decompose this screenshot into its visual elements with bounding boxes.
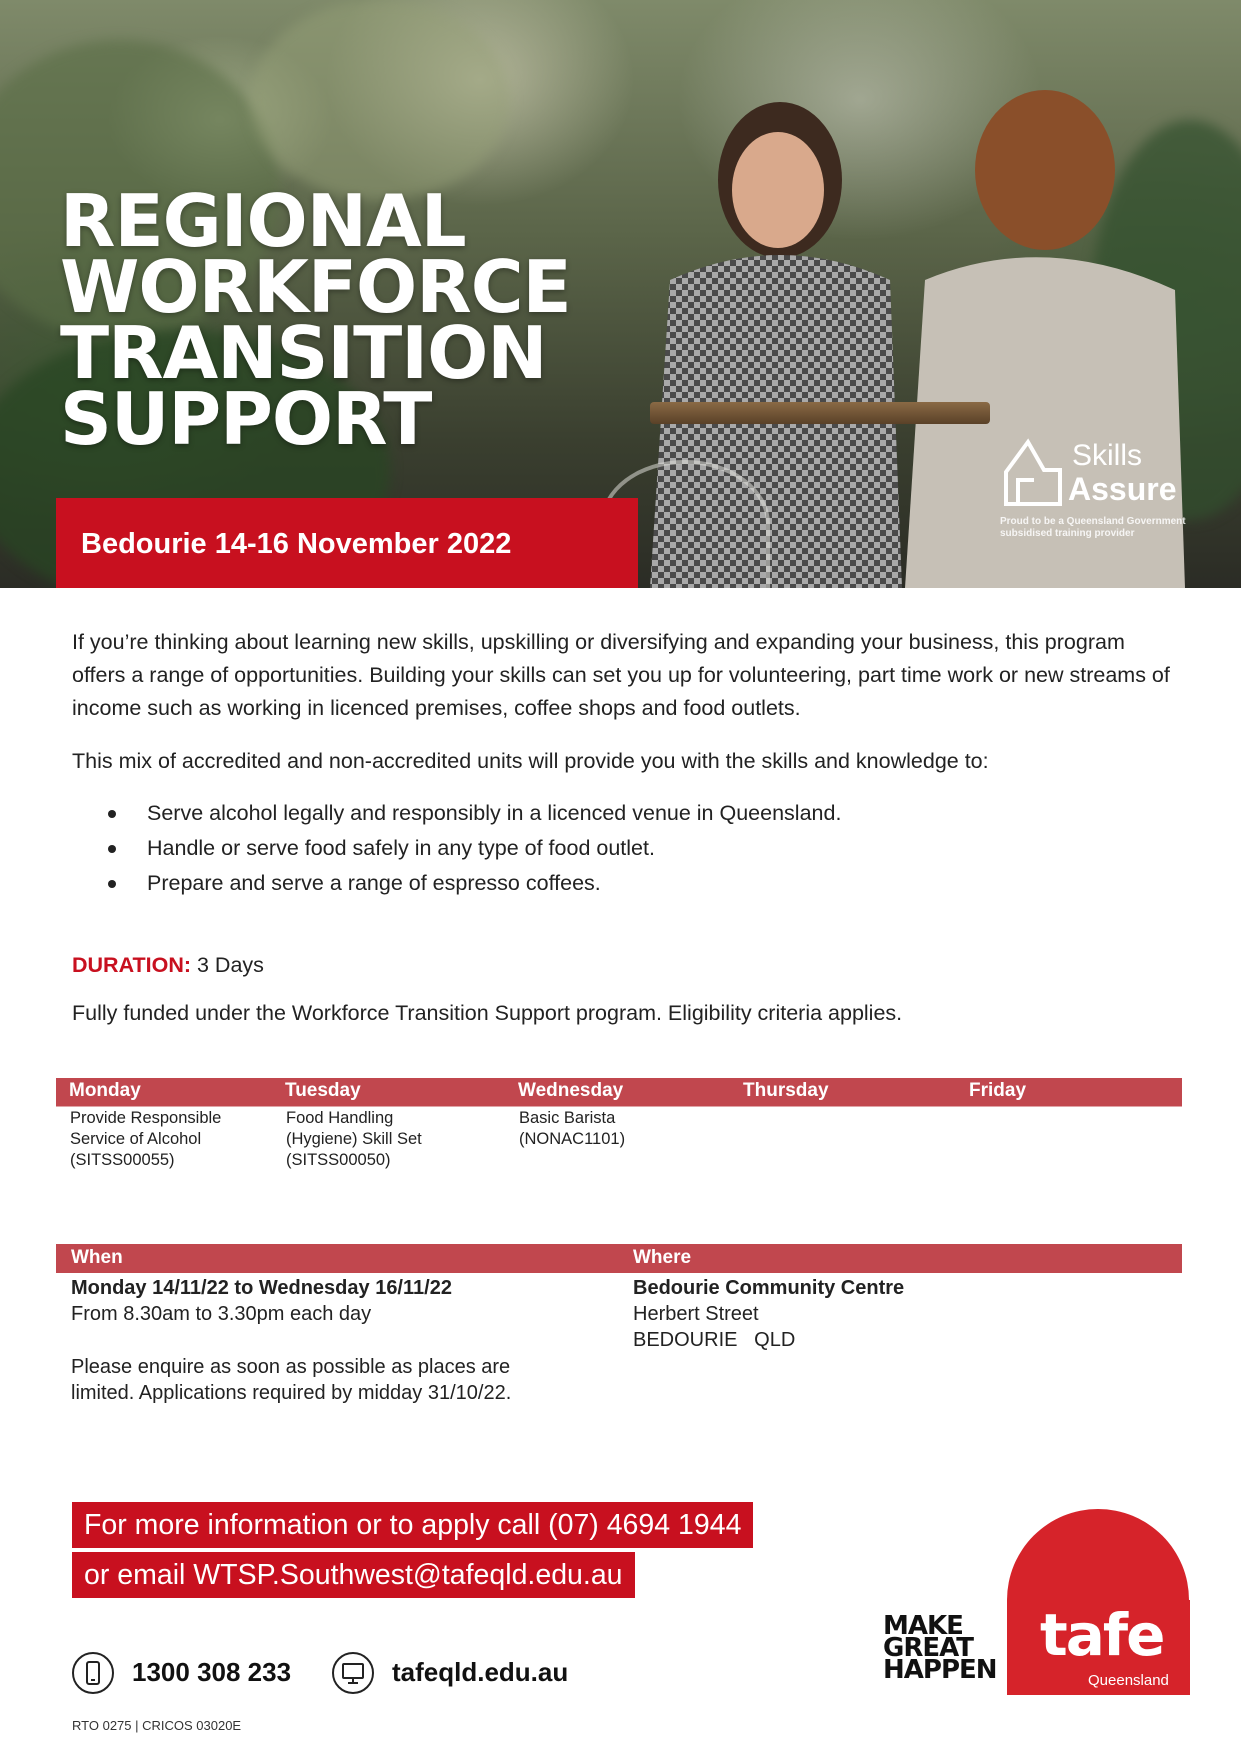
day-header: Thursday (743, 1080, 829, 1101)
title-line: WORKFORCE (60, 245, 571, 329)
date-banner-text: Bedourie 14-16 November 2022 (81, 528, 512, 560)
make-great-happen-slogan (883, 1611, 997, 1685)
tafe-word: tafe (1040, 1601, 1164, 1669)
day-header: Friday (969, 1080, 1027, 1101)
mobile-phone-icon (72, 1652, 114, 1694)
skills-bullet-list (108, 796, 1108, 901)
computer-monitor-icon (332, 1652, 374, 1694)
venue-name: Bedourie Community Centre (633, 1277, 905, 1299)
title-line: TRANSITION (60, 311, 547, 395)
when-label: When (71, 1247, 123, 1268)
slogan-line: GREAT (883, 1633, 973, 1663)
slogan-line: HAPPEN (883, 1655, 997, 1685)
tafe-queensland-logo (1000, 1505, 1190, 1695)
cell-line: (Hygiene) Skill Set (286, 1130, 422, 1148)
when-where-header (56, 1244, 1182, 1273)
list-item (108, 831, 1108, 866)
day-header: Wednesday (518, 1080, 624, 1101)
assure-word: Assure (1068, 471, 1177, 507)
venue-street: Herbert Street (633, 1303, 759, 1325)
when-column (71, 1275, 452, 1327)
list-item-text: Prepare and serve a range of espresso coffees. (147, 871, 601, 895)
schedule-divider (56, 1106, 1182, 1107)
schedule-cell-tuesday (286, 1108, 506, 1171)
call-banner-text[interactable]: For more information or to apply call (07) 4694 1944 (84, 1509, 742, 1541)
email-link[interactable]: or email WTSP.Southwest@tafeqld.edu.au (84, 1559, 623, 1591)
venue-town: BEDOURIE QLD (633, 1329, 796, 1351)
when-dates: Monday 14/11/22 to Wednesday 16/11/22 (71, 1277, 452, 1299)
phone-number[interactable]: 1300 308 233 (132, 1657, 292, 1687)
title-line: REGIONAL (60, 179, 466, 263)
where-label: Where (633, 1247, 692, 1268)
when-times: From 8.30am to 3.30pm each day (71, 1303, 372, 1325)
website-link[interactable]: tafeqld.edu.au (392, 1657, 569, 1687)
bullet-icon (108, 880, 116, 888)
schedule-header (56, 1078, 1182, 1106)
foliage-blur (250, 0, 510, 200)
cell-line: Food Handling (286, 1109, 394, 1127)
house-outline-icon (1000, 434, 1066, 510)
schedule-cell-wednesday (519, 1108, 739, 1150)
duration-line (72, 950, 264, 980)
list-item (108, 866, 1108, 901)
cafe-table (650, 402, 990, 424)
duration-label: DURATION: (72, 953, 192, 977)
cell-line: Service of Alcohol (70, 1130, 202, 1148)
note-line: limited. Applications required by midday 31/10/22. (71, 1382, 512, 1404)
list-item (108, 796, 1108, 831)
cell-line: (SITSS00055) (70, 1151, 175, 1169)
list-item-text: Serve alcohol legally and responsibly in a licenced venue in Queensland. (147, 801, 842, 825)
hero-title (60, 179, 680, 461)
slogan-line: MAKE (883, 1611, 963, 1641)
skills-assure-logo (1000, 434, 1200, 544)
cell-line: (SITSS00050) (286, 1151, 391, 1169)
hero-photo (0, 0, 1241, 588)
date-banner (56, 498, 638, 588)
funding-note: Fully funded under the Workforce Transition Support program. Eligibility criteria applies. (72, 1001, 903, 1025)
title-line: SUPPORT (60, 377, 432, 461)
cell-line: (NONAC1101) (519, 1130, 626, 1148)
list-item-text: Handle or serve food safely in any type of food outlet. (147, 836, 655, 860)
duration-value: 3 Days (191, 953, 264, 977)
bullet-icon (108, 810, 116, 818)
where-column (633, 1275, 904, 1353)
cell-line: Basic Barista (519, 1109, 616, 1127)
bullet-icon (108, 845, 116, 853)
skills-assure-tagline: Proud to be a Queensland Government subsidised training provider (1000, 516, 1186, 539)
lead-paragraph: This mix of accredited and non-accredited units will provide you with the skills and knowledge to: (72, 749, 989, 773)
skills-word: Skills (1072, 439, 1143, 472)
email-banner (72, 1552, 635, 1598)
call-banner (72, 1502, 753, 1548)
intro-paragraph: If you’re thinking about learning new skills, upskilling or diversifying and expanding your business, this program offers a range of opportunities. Building your skills can set you up for volunteering, part time work or new streams of income such as working in licenced premises, coffee shops and food outlets. (72, 630, 1170, 720)
day-header: Tuesday (285, 1080, 361, 1101)
enquiry-note (71, 1354, 611, 1406)
schedule-cell-monday (70, 1108, 290, 1171)
day-header: Monday (69, 1080, 141, 1101)
cell-line: Provide Responsible (70, 1109, 222, 1127)
note-line: Please enquire as soon as possible as places are (71, 1356, 511, 1378)
rto-code: RTO 0275 | CRICOS 03020E (72, 1718, 242, 1733)
tafe-sub: Queensland (1088, 1672, 1169, 1689)
